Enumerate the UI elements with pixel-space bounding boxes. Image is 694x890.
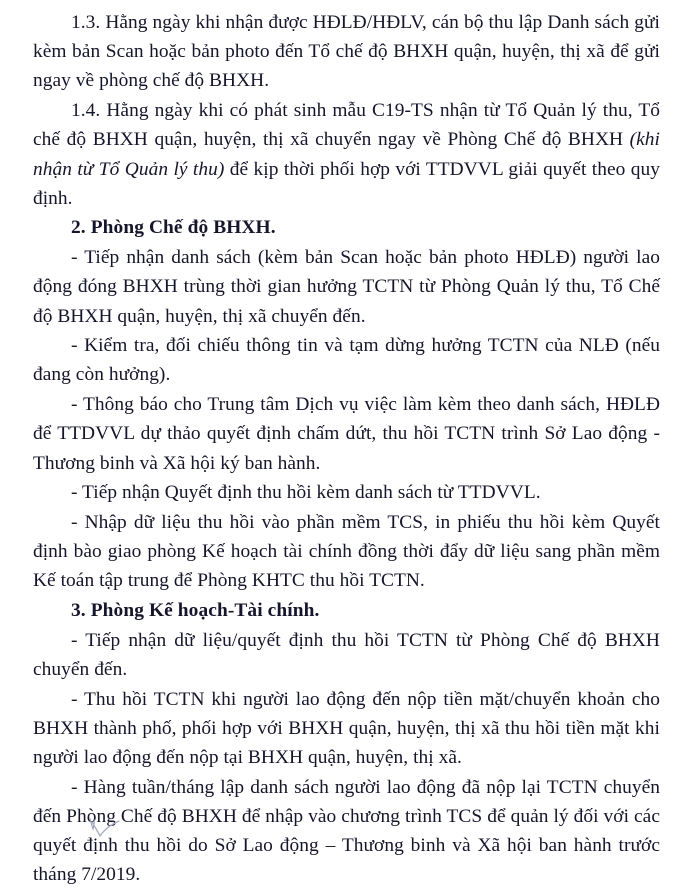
heading-section-3: 3. Phòng Kế hoạch-Tài chính. bbox=[71, 600, 320, 622]
paragraph-3-2: - Thu hồi TCTN khi người lao động đến nộp tiền mặt/chuyển khoản cho BHXH thành phố, phối hợp với BHXH quận, huyện, thị xã thu hồi tiền mặt khi người lao động đến nộp tại BHXH quận, huyện, thị xã. bbox=[33, 688, 660, 769]
paragraph-2-2: - Kiểm tra, đối chiếu thông tin và tạm dừng hưởng TCTN của NLĐ (nếu đang còn hưởng). bbox=[33, 335, 660, 386]
paragraph-2-5: - Nhập dữ liệu thu hồi vào phần mềm TCS, in phiếu thu hồi kèm Quyết định bào giao phòng Kế hoạch tài chính đồng thời đẩy dữ liệu sang phần mềm Kế toán tập trung để Phòng KHTC thu hồi TCTN. bbox=[33, 511, 660, 592]
paragraph-1-4 bbox=[33, 96, 660, 213]
paragraph-2-1: - Tiếp nhận danh sách (kèm bản Scan hoặc bản photo HĐLĐ) người lao động đóng BHXH trùng thời gian hưởng TCTN từ Phòng Quản lý thu, Tổ Chế độ BHXH quận, huyện, thị xã chuyển đến. bbox=[33, 247, 660, 327]
heading-section-2: 2. Phòng Chế độ BHXH. bbox=[71, 217, 276, 239]
paragraph-2-4: - Tiếp nhận Quyết định thu hồi kèm danh sách từ TTDVVL. bbox=[71, 482, 541, 504]
paragraph-3-3: - Hàng tuần/tháng lập danh sách người lao động đã nộp lại TCTN chuyển đến Phòng Chế độ BHXH để nhập vào chương trình TCS để quản lý đối với các quyết định thu hồi do Sở Lao động – Thương binh và Xã hội ban hành trước tháng 7/2019. bbox=[33, 776, 660, 886]
paragraph-2-3: - Thông báo cho Trung tâm Dịch vụ việc làm kèm theo danh sách, HĐLĐ để TTDVVL dự thảo quyết định chấm dứt, thu hồi TCTN trình Sở Lao động - Thương binh và Xã hội ký ban hành. bbox=[33, 394, 660, 474]
paragraph-3-1: - Tiếp nhận dữ liệu/quyết định thu hồi TCTN từ Phòng Chế độ BHXH chuyển đến. bbox=[33, 629, 660, 680]
paragraph-1-4-run-italic: (khi nhận từ Tổ Quản lý thu) bbox=[33, 129, 660, 180]
paragraph-1-3: 1.3. Hằng ngày khi nhận được HĐLĐ/HĐLV, cán bộ thu lập Danh sách gửi kèm bản Scan hoặc bản photo đến Tổ chế độ BHXH quận, huyện, thị xã để gửi ngay về phòng chế độ BHXH. bbox=[33, 12, 660, 92]
paragraph-1-4-run-normal-2: để kịp thời phối hợp với TTDVVL giải quyết theo quy định. bbox=[33, 158, 660, 209]
paragraph-1-4-run-normal-1: 1.4. Hằng ngày khi có phát sinh mẫu C19-TS nhận từ Tổ Quản lý thu, Tổ chế độ BHXH quận, huyện, thị xã chuyển ngay về Phòng Chế độ BHXH bbox=[33, 100, 660, 151]
document-body bbox=[33, 8, 660, 890]
